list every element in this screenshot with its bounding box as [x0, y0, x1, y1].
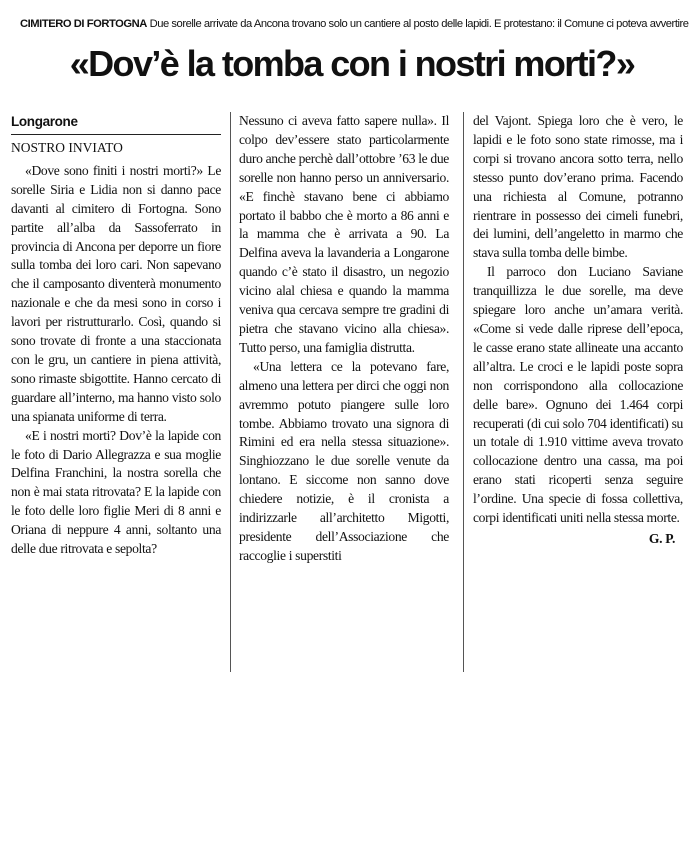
- article-column-3: [473, 112, 683, 549]
- byline: NOSTRO INVIATO: [11, 140, 123, 155]
- column-divider: [463, 112, 464, 672]
- article-column-1: [11, 112, 221, 559]
- kicker-text: Due sorelle arrivate da Ancona trovano solo un cantiere al posto delle lapidi. E protestano: il Comune ci poteva avvertire: [149, 18, 689, 30]
- paragraph: Il parroco don Luciano Saviane tranquillizza le due sorelle, ma deve spiegare loro anche un’amara verità. «Come si vede dalle riprese dell’epoca, le casse erano state allineate una accanto all’altra. Le croci e le lapidi poste sopra non corrispondono alla collocazione delle bare». Ognuno dei 1.464 corpi recuperati (di cui solo 704 identificati) su un totale di 1.910 vittime aveva trovato collocazione dentro una cassa, ma poi erano stati ricoperti senza seguire l’ordine. Una specie di fossa collettiva, corpi identificati uniti nella stessa morte.: [473, 264, 683, 526]
- author-signature: G. P.: [648, 530, 675, 546]
- article-column-2: [239, 112, 449, 566]
- paragraph: del Vajont. Spiega loro che è vero, le lapidi e le foto sono state rimosse, ma i corpi si trovano ancora sotto terra, nello stesso punto dov’erano prima. Facendo una richiesta al Comune, potranno rientrare in possesso dei cimeli funebri, dei lumini, dell’angeletto in marmo che stava sulla tomba delle bimbe.: [473, 113, 683, 261]
- paragraph: «Una lettera ce la potevano fare, almeno una lettera per dirci che oggi non avremmo potuto piangere sulle loro tombe. Abbiamo trovato una signora di Rimini ed era nella stessa situazione». Singhiozzano le due sorelle venute da lontano. E siccome non sanno dove chiedere notizie, è il cronista a indirizzarle all’architetto Migotti, presidente dell’Associazione che raccoglie i superstiti: [239, 358, 449, 563]
- paragraph: «Dove sono finiti i nostri morti?» Le sorelle Siria e Lidia non si danno pace davanti al cimitero di Fortogna. Sono partite all’alba da Sassoferrato in provincia di Ancona per deporre un fiore sulla tomba dei loro cari. Non sapevano che il camposanto diventerà monumento nazionale e che da mesi sono in corso i lavori per ristrutturarlo. Così, quando si sono trovate di fronte a una staccionata con le gru, un cantiere in piena attività, sono rimaste sbigottite. Hanno cercato di guardare all’interno, ma hanno visto solo una spianata uniforme di terra.: [11, 162, 221, 424]
- kicker-label: CIMITERO DI FORTOGNA: [20, 18, 147, 30]
- paragraph: «E i nostri morti? Dov’è la lapide con le foto di Dario Allegrazza e sua moglie Delfina Franchini, la nostra sorella che non è mai stata ritrovata? E la lapide con le foto delle loro figlie Meri di 8 anni e Oriana di neppure 4 anni, soltanto una delle due ritrovata e sepolta?: [11, 427, 221, 557]
- dateline: Longarone: [11, 112, 221, 135]
- column-divider: [230, 112, 231, 672]
- kicker: [20, 18, 696, 31]
- headline: «Dov’è la tomba con i nostri morti?»: [69, 43, 635, 84]
- paragraph: Nessuno ci aveva fatto sapere nulla». Il colpo dev’essere stato particolarmente duro anche perchè dall’ottobre ’63 le due sorelle non hanno perso un anniversario. «E finchè stavano bene ci abbiamo portato il babbo che è morto a 86 anni e la mamma che è arrivata a 90. La Delfina aveva la lavanderia a Longarone quando c’è stato il disastro, un negozio vicino alal chiesa e quando la mamma veniva qua cercava sempre tre gradini di pietra che stavano vicino alla chiesa». Tutto perso, una famiglia distrutta.: [239, 113, 449, 355]
